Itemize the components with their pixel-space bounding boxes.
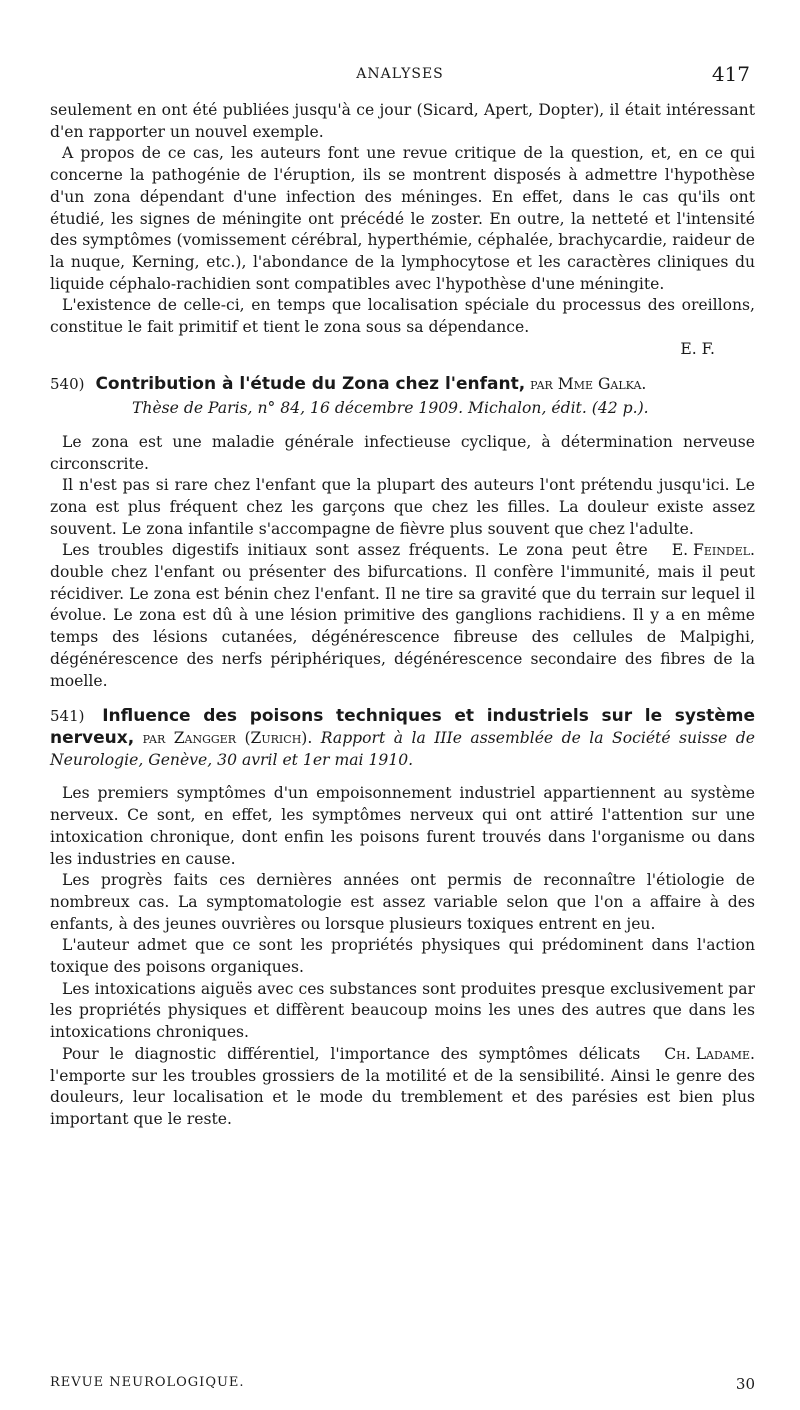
paragraph — [50, 1044, 755, 1131]
signature: Ch. Ladame. — [664, 1044, 755, 1063]
paragraph: L'auteur admet que ce sont les propriétés physiques qui prédominent dans l'action toxique des poisons organiques. — [50, 936, 755, 977]
paragraph: Il n'est pas si rare chez l'enfant que la plupart des auteurs l'ont prétendu jusqu'ici. Le zona est plus fréquent chez les garçons que chez les filles. La douleur existe assez souvent. Le zona infantile s'accompagne de fièvre plus souvent que chez l'adulte. — [50, 476, 755, 538]
page-footer — [50, 1375, 755, 1393]
entry-author: par Mme Galka. — [530, 375, 647, 394]
entry-citation: Rapport à la IIIe assemblée de la Société suisse de Neurologie, Genève, 30 avril et 1er mai 1910. — [50, 728, 755, 769]
entry-number: 540) — [50, 375, 85, 394]
paragraph: L'existence de celle-ci, en temps que localisation spéciale du processus des oreillons, constitue le fait primitif et tient le zona sous sa dépendance. — [50, 296, 755, 337]
paragraph: Les premiers symptômes d'un empoisonnement industriel appartiennent au système nerveux. Ce sont, en effet, les symptômes nerveux qui ont attiré l'attention sur une intoxication chronique, dont enfin les poisons furent trouvés dans l'organisme ou dans les industries en cause. — [50, 784, 755, 868]
paragraph: A propos de ce cas, les auteurs font une revue critique de la question, et, en ce qui concerne la pathogénie de l'éruption, ils se montrent disposés à admettre l'hypothèse d'un zona dépendant d'une infection des méninges. En effet, dans le cas qu'ils ont étudié, les signes de méningite ont précédé le zoster. En outre, la netteté et l'intensité des symptômes (vomissement cérébral, hyperthémie, céphalée, brachycardie, raideur de la nuque, Kerning, etc.), l'abondance de la lymphocytose et les caractères cliniques du liquide céphalo-rachidien sont compatibles avec l'hypothèse d'une méningite. — [50, 144, 755, 293]
paragraph: Les progrès faits ces dernières années ont permis de reconnaître l'étiologie de nombreux cas. La symptomatologie est assez variable selon que l'on a affaire à des enfants, à des jeunes ouvrières ou lorsque plusieurs toxiques entrent en jeu. — [50, 871, 755, 933]
sheet-number: 30 — [735, 1375, 755, 1393]
entry-541 — [50, 706, 755, 1130]
entry-citation — [50, 398, 755, 420]
entry-heading — [50, 374, 755, 396]
paragraph: Le zona est une maladie générale infectieuse cyclique, à détermination nerveuse circonscrite. — [50, 432, 755, 473]
page-header — [0, 62, 800, 92]
paragraph-text: Les troubles digestifs initiaux sont assez fréquents. Le zona peut être double chez l'enfant ou présenter des bifurcations. Il confère l'immunité, mais il peut récidiver. Le zona est bénin chez l'enfant. Il ne tire sa gravité que du terrain sur lequel il évolue. Le zona est dû à une lésion primitive des ganglions rachidiens. Il y a en même temps des lésions cutanées, dégénérescence fibreuse des cellules de Malpighi, dégénérescence des nerfs périphériques, dégénérescence secondaire des fibres de la moelle. — [50, 541, 755, 690]
citation-text: Thèse de Paris, n° 84, 16 décembre 1909. Michalon, édit. (42 p.). — [132, 399, 649, 418]
paragraph: Les intoxications aiguës avec ces substances sont produites presque exclusivement par les propriétés physiques et diffèrent beaucoup moins les unes des autres que dans les intoxications chroniques. — [50, 979, 755, 1042]
entry-title: Contribution à l'étude du Zona chez l'enfant, — [95, 374, 526, 395]
signature: E. Feindel. — [671, 541, 755, 560]
signature: E. F. — [680, 339, 715, 358]
entry-author: par Zangger (Zurich). — [142, 728, 313, 747]
entry-title: Influence des poisons techniques et industriels sur le système nerveux, — [50, 706, 755, 748]
running-title: ANALYSES — [356, 66, 444, 82]
paragraph-text: Pour le diagnostic différentiel, l'importance des symptômes délicats l'emporte sur les troubles grossiers de la motilité et de la sensibilité. Ainsi le genre des douleurs, leur localisation et le mode du tremblement et des parésies est bien plus important que le reste. — [50, 1044, 755, 1128]
entry-number: 541) — [50, 707, 85, 726]
entry-heading — [50, 706, 755, 771]
page-number: 417 — [711, 62, 750, 86]
entry-540 — [50, 374, 755, 692]
paragraph — [50, 540, 755, 692]
page-body — [50, 100, 755, 1131]
paragraph: seulement en ont été publiées jusqu'à ce jour (Sicard, Apert, Dopter), il était intéressant d'en rapporter un nouvel exemple. — [50, 101, 755, 141]
journal-name: REVUE NEUROLOGIQUE. — [50, 1375, 245, 1390]
